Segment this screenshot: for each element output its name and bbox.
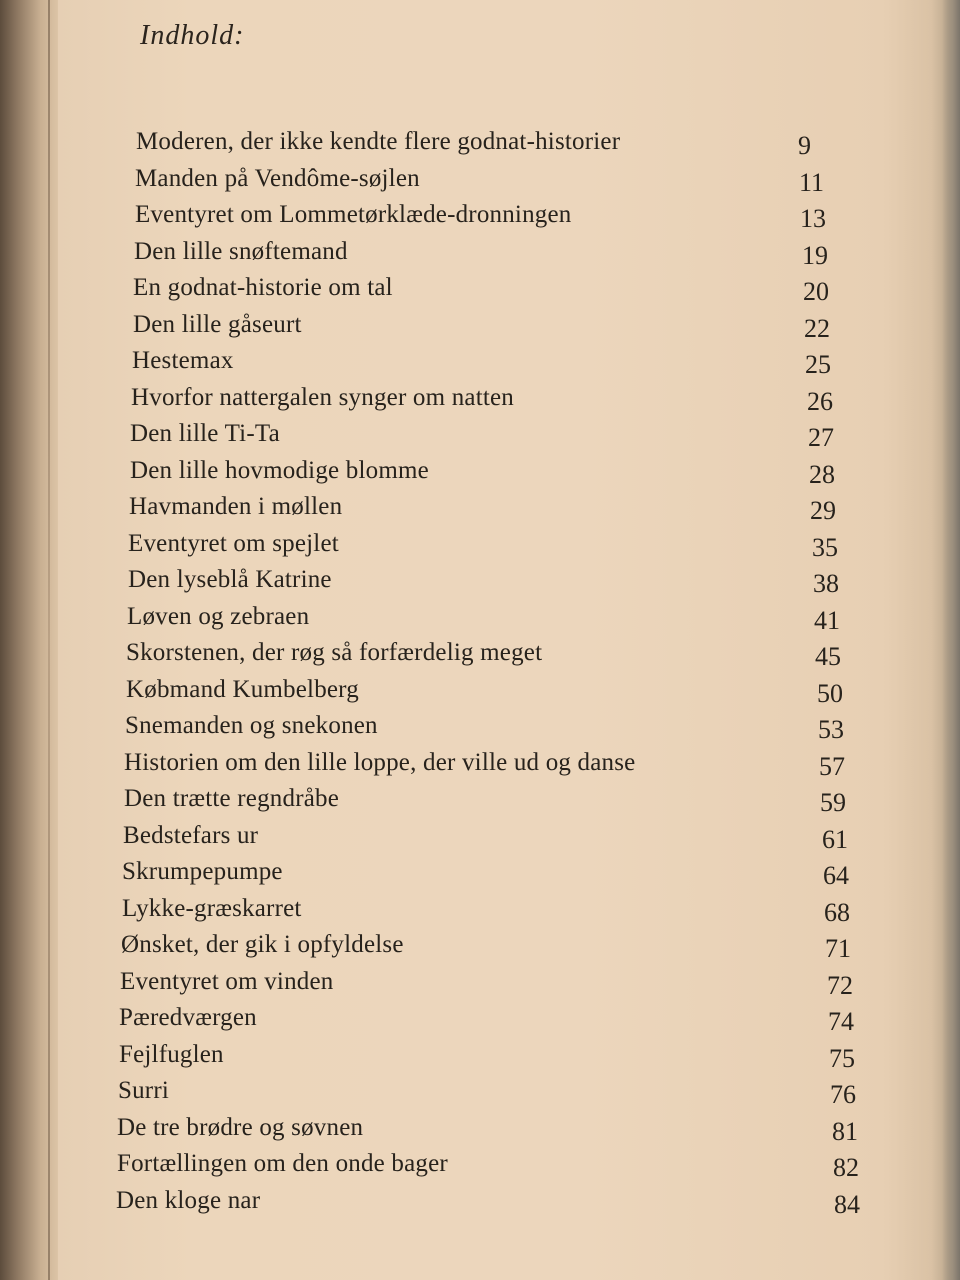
- toc-entry-page-number: 82: [833, 1153, 859, 1182]
- toc-entry: [130, 454, 950, 488]
- toc-entry-title: Den lille Ti-Ta: [130, 420, 280, 447]
- toc-entry-title: Den lyseblå Katrine: [128, 566, 332, 593]
- toc-entry-title: Manden på Vendôme-søjlen: [135, 165, 420, 192]
- toc-entry-title: Pæredværgen: [119, 1004, 257, 1031]
- toc-entry-title: Surri: [118, 1077, 169, 1104]
- toc-entry: [132, 344, 952, 378]
- toc-entry: [135, 162, 955, 196]
- toc-entry: [134, 235, 954, 269]
- toc-entry-title: Den kloge nar: [116, 1187, 261, 1214]
- toc-entry-page-number: 75: [829, 1044, 855, 1073]
- toc-entry-title: Købmand Kumbelberg: [126, 676, 359, 703]
- toc-entry-title: Historien om den lille loppe, der ville ud og danse: [124, 749, 636, 776]
- toc-entry: [119, 1038, 939, 1072]
- toc-entry-page-number: 20: [803, 277, 829, 306]
- toc-entry-title: Den lille snøftemand: [134, 238, 348, 265]
- toc-entry: [131, 381, 951, 415]
- toc-entry: [129, 490, 949, 524]
- toc-entry-page-number: 72: [827, 971, 853, 1000]
- toc-entry: [117, 1111, 937, 1145]
- toc-entry-title: Snemanden og snekonen: [125, 712, 378, 739]
- toc-entry-page-number: 81: [832, 1117, 858, 1146]
- toc-entry-page-number: 25: [805, 350, 831, 379]
- toc-entry-page-number: 74: [828, 1007, 854, 1036]
- toc-entry: [128, 527, 948, 561]
- toc-entry-page-number: 22: [804, 314, 830, 343]
- toc-entry-title: Skrumpepumpe: [122, 858, 283, 885]
- toc-entry-title: Ønsket, der gik i opfyldelse: [121, 931, 404, 958]
- toc-entry-title: De tre brødre og søvnen: [117, 1114, 364, 1141]
- toc-entry: [126, 673, 946, 707]
- toc-entry: [133, 308, 953, 342]
- toc-entry-title: Bedstefars ur: [123, 822, 259, 849]
- toc-entry-title: Fejlfuglen: [119, 1041, 224, 1068]
- toc-entry-title: Moderen, der ikke kendte flere godnat-historier: [136, 128, 621, 155]
- toc-entry: [128, 563, 948, 597]
- toc-entry: [121, 928, 941, 962]
- toc-entry-page-number: 26: [807, 387, 833, 416]
- toc-entry-page-number: 71: [825, 934, 851, 963]
- contents-page: [58, 0, 942, 1280]
- toc-entry-page-number: 57: [819, 752, 845, 781]
- toc-entry-title: Eventyret om Lommetørklæde-dronningen: [135, 201, 572, 228]
- toc-entry-page-number: 38: [813, 569, 839, 598]
- toc-entry: [119, 1001, 939, 1035]
- toc-entry-title: Lykke-græskarret: [122, 895, 302, 922]
- toc-entry: [122, 855, 942, 889]
- toc-entry-page-number: 76: [830, 1080, 856, 1109]
- toc-entry-page-number: 35: [812, 533, 838, 562]
- toc-entry-page-number: 50: [817, 679, 843, 708]
- toc-entry-title: Løven og zebraen: [127, 603, 310, 630]
- toc-entry-page-number: 28: [809, 460, 835, 489]
- toc-entry-title: En godnat-historie om tal: [133, 274, 393, 301]
- toc-entry: [120, 965, 940, 999]
- toc-entry-page-number: 53: [818, 715, 844, 744]
- toc-entry-page-number: 41: [814, 606, 840, 635]
- toc-entry: [123, 819, 943, 853]
- toc-entry: [124, 746, 944, 780]
- toc-entry-page-number: 13: [800, 204, 826, 233]
- toc-entry-page-number: 59: [820, 788, 846, 817]
- toc-entry: [135, 198, 955, 232]
- toc-entry-title: Hvorfor nattergalen synger om natten: [131, 384, 515, 411]
- toc-entry: [118, 1074, 938, 1108]
- toc-entry-title: Fortællingen om den onde bager: [117, 1150, 448, 1177]
- toc-entry-page-number: 45: [815, 642, 841, 671]
- toc-entry-page-number: 29: [810, 496, 836, 525]
- toc-entry: [124, 782, 944, 816]
- toc-entry-page-number: 61: [822, 825, 848, 854]
- toc-entry: [116, 1184, 936, 1218]
- toc-entry: [122, 892, 942, 926]
- toc-entry-page-number: 19: [802, 241, 828, 270]
- toc-entry-title: Skorstenen, der røg så forfærdelig meget: [126, 639, 543, 666]
- toc-entry-page-number: 9: [798, 131, 811, 160]
- toc-entry-page-number: 64: [823, 861, 849, 890]
- toc-entry: [136, 125, 956, 159]
- toc-entry-page-number: 27: [808, 423, 834, 452]
- toc-entry-title: Hestemax: [132, 347, 234, 374]
- toc-entry-page-number: 84: [834, 1190, 860, 1219]
- toc-entry-title: Den trætte regndråbe: [124, 785, 340, 812]
- toc-entry: [125, 709, 945, 743]
- toc-entry-page-number: 68: [824, 898, 850, 927]
- toc-entry-title: Eventyret om vinden: [120, 968, 334, 995]
- toc-entry: [133, 271, 953, 305]
- toc-entry-title: Eventyret om spejlet: [128, 530, 339, 557]
- toc-entry: [127, 600, 947, 634]
- toc-entry: [117, 1147, 937, 1181]
- toc-entry-page-number: 11: [799, 168, 825, 197]
- toc-entry: [126, 636, 946, 670]
- contents-heading: Indhold:: [140, 20, 245, 51]
- toc-entry-title: Den lille gåseurt: [133, 311, 302, 338]
- table-of-contents: [58, 0, 942, 1280]
- book-gutter: [0, 0, 58, 1280]
- toc-entry: [130, 417, 950, 451]
- toc-entry-title: Den lille hovmodige blomme: [130, 457, 429, 484]
- toc-entry-title: Havmanden i møllen: [129, 493, 343, 520]
